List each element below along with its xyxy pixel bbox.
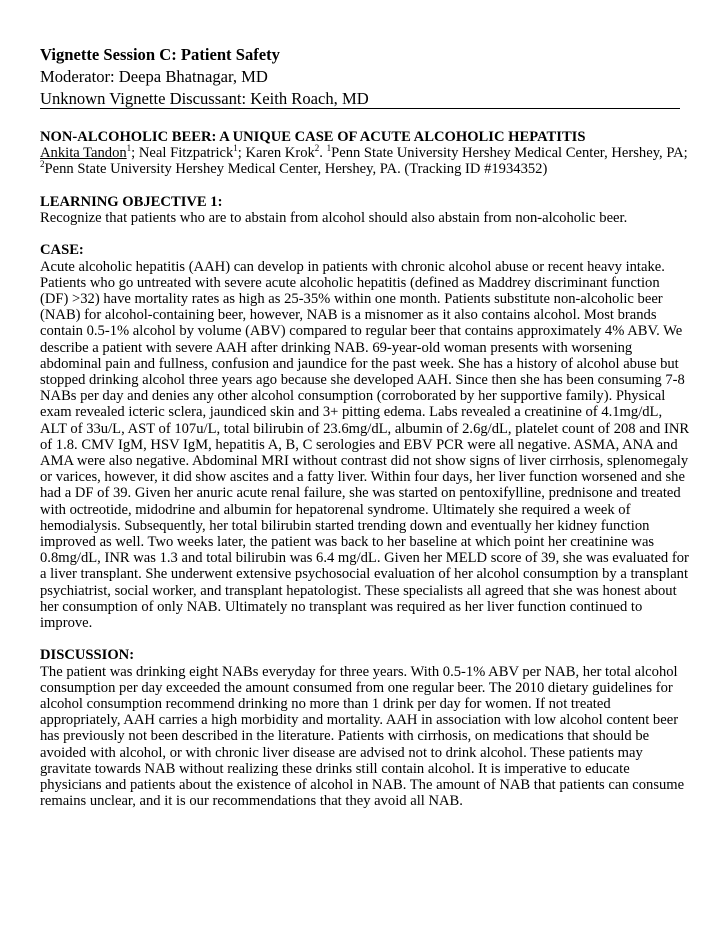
- spacer: [40, 631, 690, 647]
- spacer: [40, 178, 690, 194]
- moderator-line: Moderator: Deepa Bhatnagar, MD: [40, 67, 268, 86]
- spacer: [40, 226, 690, 242]
- abstract-body: [40, 129, 690, 809]
- author-sup-1: 1: [126, 143, 132, 154]
- affiliation-sup-1: 1: [326, 143, 332, 154]
- author-sup-3: 2: [314, 143, 320, 154]
- discussant-line: Unknown Vignette Discussant: Keith Roach, MD: [40, 89, 369, 108]
- affiliation-1: Penn State University Hershey Medical Center, Hershey, PA;: [331, 145, 688, 162]
- objective-text: Recognize that patients who are to abstain from alcohol should also abstain from non-alcoholic beer.: [40, 210, 628, 226]
- author-sep-3: .: [319, 145, 327, 162]
- case-text: Acute alcoholic hepatitis (AAH) can develop in patients with chronic alcohol abuse or recent heavy intake. Patients who go untreated with severe acute alcoholic hepatitis (defined as Maddrey discriminant function (DF) >32) have mortality rates as high as 25-35% within one month. Patients substitute non-alcoholic beer (NAB) for alcohol-containing beer, however, NAB is a misnomer as it also contains alcohol. Most brands contain 0.5-1% alcohol by volume (ABV) compared to regular beer that contains approximately 4% ABV. We describe a patient with severe AAH after drinking NAB. 69-year-old woman presents with worsening abdominal pain and fullness, confusion and jaundice for the past week. She has a history of alcohol abuse but stopped drinking alcohol three years ago because she developed AAH. Since then she has been consuming 7-8 NABs per day and denies any other alcohol consumption (corroborated by her supportive family). Physical exam revealed icteric sclera, jaundiced skin and 3+ pitting edema. Labs revealed a creatinine of 4.1mg/dL, ALT of 33u/L, AST of 107u/L, total bilirubin of 23.6mg/dL, albumin of 2.6g/dL, platelet count of 208 and INR of 1.8. CMV IgM, HSV IgM, hepatitis A, B, C serologies and EBV PCR were all negative. ASMA, ANA and AMA were also negative. Abdominal MRI without contrast did not show signs of liver cirrhosis, splenomegaly or varices, however, it did show ascites and a fatty liver. Within four days, her liver function worsened and she had a DF of 39. Given her anuric acute renal failure, she was started on pentoxifylline, prednisone and treated with octreotide, midodrine and albumin for hepatorenal syndrome. Ultimately she required a week of hemodialysis. Subsequently, her total bilirubin started trending down and eventually her kidney function improved as well. Two weeks later, the patient was back to her baseline at which point her creatinine was 0.8mg/dL, INR was 1.3 and total bilirubin was 6.4 mg/dL. Given her MELD score of 39, she was evaluated for a liver transplant. She underwent extensive psychosocial evaluation of her alcohol consumption by a transplant psychiatrist, social worker, and transplant hepatologist. These specialists all agreed that she was honest about her consumption of only NAB. Ultimately no transplant was required as her liver function continued to improve.: [40, 258, 690, 632]
- session-header: [40, 44, 680, 110]
- author-affiliations: [40, 145, 690, 177]
- header-divider: [40, 108, 680, 109]
- session-title: Vignette Session C: Patient Safety: [40, 45, 280, 64]
- case-heading: CASE:: [40, 242, 84, 259]
- affiliation-sup-2: 2: [40, 159, 45, 170]
- author-sep-2: ; Karen Krok: [237, 145, 315, 162]
- affiliation-2: Penn State University Hershey Medical Center, Hershey, PA. (Tracking ID #1934352): [44, 161, 548, 178]
- discussion-text: The patient was drinking eight NABs everyday for three years. With 0.5-1% ABV per NAB, her total alcohol consumption per day exceeded the amount consumed from one regular beer. The 2010 dietary guidelines for alcohol consumption recommend drinking no more than 1 drink per day for women. If not treated appropriately, AAH carries a high morbidity and mortality. AAH in association with low alcohol content beer has previously not been described in the literature. Patients with cirrhosis, on medications that should be avoided with alcohol, or with chronic liver disease are advised not to drink alcohol. These patients may gravitate towards NAB without realizing these drinks still contain alcohol. It is imperative to educate physicians and patients about the existence of alcohol in NAB. The amount of NAB that patients can consume remains unclear, and it is our recommendations that they avoid all NAB.: [40, 663, 685, 810]
- discussion-heading: DISCUSSION:: [40, 647, 135, 664]
- first-author: Ankita Tandon: [40, 145, 127, 162]
- author-sup-2: 1: [233, 143, 238, 154]
- abstract-title: NON-ALCOHOLIC BEER: A UNIQUE CASE OF ACUTE ALCOHOLIC HEPATITIS: [40, 129, 586, 145]
- objective-heading: LEARNING OBJECTIVE 1:: [40, 193, 223, 210]
- author-sep-1: ; Neal Fitzpatrick: [131, 145, 234, 162]
